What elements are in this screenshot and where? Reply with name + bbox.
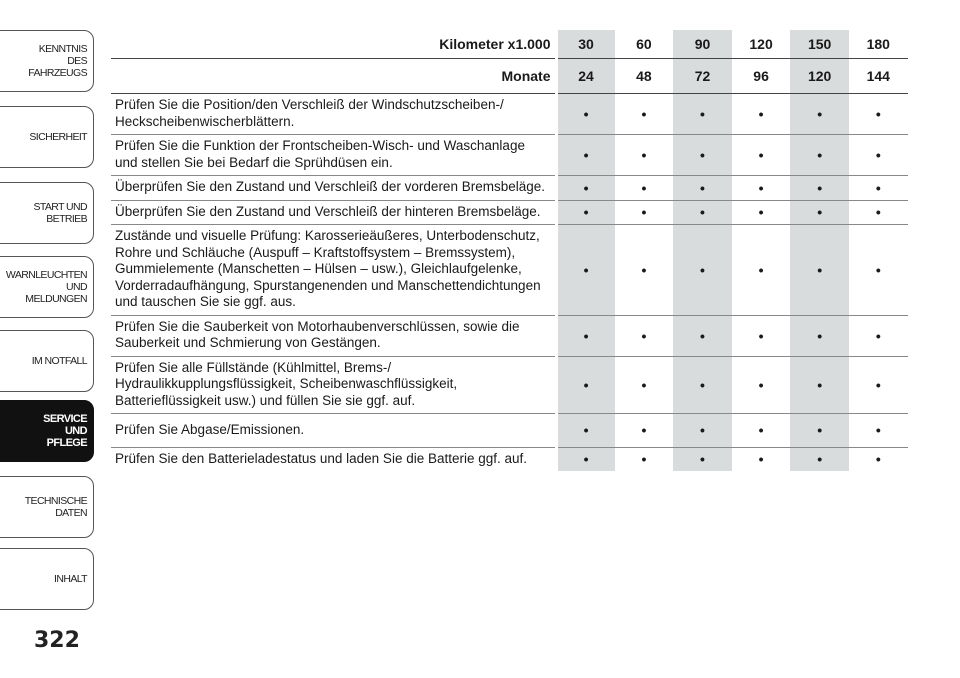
tab-service-und-pflege[interactable] <box>0 400 94 462</box>
check-bullet: • <box>732 200 791 225</box>
task-description: Überprüfen Sie den Zustand und Verschleiß der hinteren Bremsbeläge. <box>111 200 556 225</box>
table-row <box>111 356 908 414</box>
check-bullet: • <box>849 315 908 356</box>
table-row <box>111 315 908 356</box>
table-row <box>111 225 908 316</box>
tab-kenntnis-des-fahrzeugs[interactable] <box>0 30 94 92</box>
check-bullet: • <box>849 135 908 176</box>
month-value: 48 <box>615 59 674 94</box>
tab-label: SERVICE UND PFLEGE <box>43 413 87 449</box>
check-bullet: • <box>615 94 674 135</box>
month-value: 144 <box>849 59 908 94</box>
check-bullet: • <box>556 447 615 471</box>
check-bullet: • <box>732 414 791 448</box>
check-bullet: • <box>556 94 615 135</box>
tab-sicherheit[interactable] <box>0 106 94 168</box>
check-bullet: • <box>556 315 615 356</box>
check-bullet: • <box>790 135 849 176</box>
check-bullet: • <box>673 94 732 135</box>
table-row <box>111 135 908 176</box>
check-bullet: • <box>673 447 732 471</box>
tab-label: INHALT <box>54 573 87 585</box>
check-bullet: • <box>732 225 791 316</box>
kilometer-label: Kilometer x1.000 <box>111 30 556 59</box>
check-bullet: • <box>615 225 674 316</box>
task-description: Prüfen Sie Abgase/Emissionen. <box>111 414 556 448</box>
check-bullet: • <box>790 315 849 356</box>
check-bullet: • <box>790 414 849 448</box>
check-bullet: • <box>849 356 908 414</box>
check-bullet: • <box>673 176 732 201</box>
tab-technische-daten[interactable] <box>0 476 94 538</box>
month-value: 96 <box>732 59 791 94</box>
km-value: 90 <box>673 30 732 59</box>
km-value: 60 <box>615 30 674 59</box>
check-bullet: • <box>732 356 791 414</box>
check-bullet: • <box>615 200 674 225</box>
check-bullet: • <box>875 451 881 468</box>
tab-label: START UND BETRIEB <box>33 201 87 225</box>
task-description: Prüfen Sie die Position/den Verschleiß der Windschutzscheiben-/ Heckscheibenwischerblättern. <box>111 94 556 135</box>
month-value: 24 <box>556 59 615 94</box>
check-bullet: • <box>790 447 849 471</box>
table-row <box>111 94 908 135</box>
task-description: Überprüfen Sie den Zustand und Verschleiß der vorderen Bremsbeläge. <box>111 176 556 201</box>
check-bullet: • <box>732 315 791 356</box>
check-bullet: • <box>673 315 732 356</box>
check-bullet: • <box>849 414 908 448</box>
km-value: 120 <box>732 30 791 59</box>
tab-label: TECHNISCHE DATEN <box>24 495 87 519</box>
maintenance-schedule-table <box>111 30 908 471</box>
tab-label: SICHERHEIT <box>29 131 87 143</box>
tab-start-und-betrieb[interactable] <box>0 182 94 244</box>
check-bullet: • <box>790 200 849 225</box>
table-row <box>111 176 908 201</box>
km-value: 30 <box>556 30 615 59</box>
check-bullet: • <box>556 356 615 414</box>
check-bullet: • <box>732 135 791 176</box>
check-bullet: • <box>732 94 791 135</box>
check-bullet: • <box>615 135 674 176</box>
check-bullet: • <box>615 414 674 448</box>
months-label: Monate <box>111 59 556 94</box>
task-description: Zustände und visuelle Prüfung: Karosserieäußeres, Unterbodenschutz, Rohre und Schläuche (Auspuff – Kraftstoffsystem – Bremssystem), Gummielemente (Manschetten – Hülsen – usw.), Gleichlaufgelenke, Vorderradaufhängung, Spurstangenenden und Manschettendichtungen und tauschen Sie sie ggf. aus. <box>111 225 556 316</box>
check-bullet: • <box>790 225 849 316</box>
month-value: 72 <box>673 59 732 94</box>
check-bullet: • <box>849 200 908 225</box>
tab-label: KENNTNIS DES FAHRZEUGS <box>28 43 87 79</box>
check-bullet: • <box>849 94 908 135</box>
check-bullet: • <box>849 225 908 316</box>
check-bullet: • <box>556 200 615 225</box>
check-bullet: • <box>673 414 732 448</box>
check-bullet: • <box>615 356 674 414</box>
check-bullet: • <box>673 135 732 176</box>
check-bullet: • <box>790 176 849 201</box>
tab-label: IM NOTFALL <box>31 355 87 367</box>
table-row <box>111 414 908 448</box>
check-bullet: • <box>615 176 674 201</box>
km-value: 180 <box>849 30 908 59</box>
check-bullet: • <box>556 225 615 316</box>
month-value: 120 <box>790 59 849 94</box>
tab-label: WARNLEUCHTEN UND MELDUNGEN <box>5 269 87 305</box>
check-bullet: • <box>556 135 615 176</box>
check-bullet: • <box>556 414 615 448</box>
check-bullet: • <box>556 176 615 201</box>
check-bullet: • <box>790 94 849 135</box>
page-number: 322 <box>34 628 80 653</box>
check-bullet: • <box>732 176 791 201</box>
chapter-sidebar <box>0 0 100 678</box>
check-bullet: • <box>673 200 732 225</box>
tab-warnleuchten-und-meldungen[interactable] <box>0 256 94 318</box>
table-row <box>111 447 908 471</box>
header-row-months <box>111 59 908 94</box>
check-bullet: • <box>790 356 849 414</box>
check-bullet: • <box>673 225 732 316</box>
task-description: Prüfen Sie die Sauberkeit von Motorhaubenverschlüssen, sowie die Sauberkeit und Schmierung von Gestängen. <box>111 315 556 356</box>
tab-im-notfall[interactable] <box>0 330 94 392</box>
header-row-kilometer <box>111 30 908 59</box>
table-row <box>111 200 908 225</box>
task-description: Prüfen Sie alle Füllstände (Kühlmittel, Brems-/ Hydraulikkupplungsflüssigkeit, Scheibenwaschflüssigkeit, Batterieflüssigkeit usw.) und füllen Sie sie ggf. auf. <box>111 356 556 414</box>
check-bullet: • <box>758 451 764 468</box>
check-bullet: • <box>641 451 647 468</box>
tab-inhalt[interactable] <box>0 548 94 610</box>
check-bullet: • <box>615 315 674 356</box>
check-bullet: • <box>673 356 732 414</box>
task-description: Prüfen Sie den Batterieladestatus und laden Sie die Batterie ggf. auf. <box>115 450 528 466</box>
task-description: Prüfen Sie die Funktion der Frontscheiben-Wisch- und Waschanlage und stellen Sie bei Bedarf die Sprühdüsen ein. <box>111 135 556 176</box>
check-bullet: • <box>849 176 908 201</box>
km-value: 150 <box>790 30 849 59</box>
